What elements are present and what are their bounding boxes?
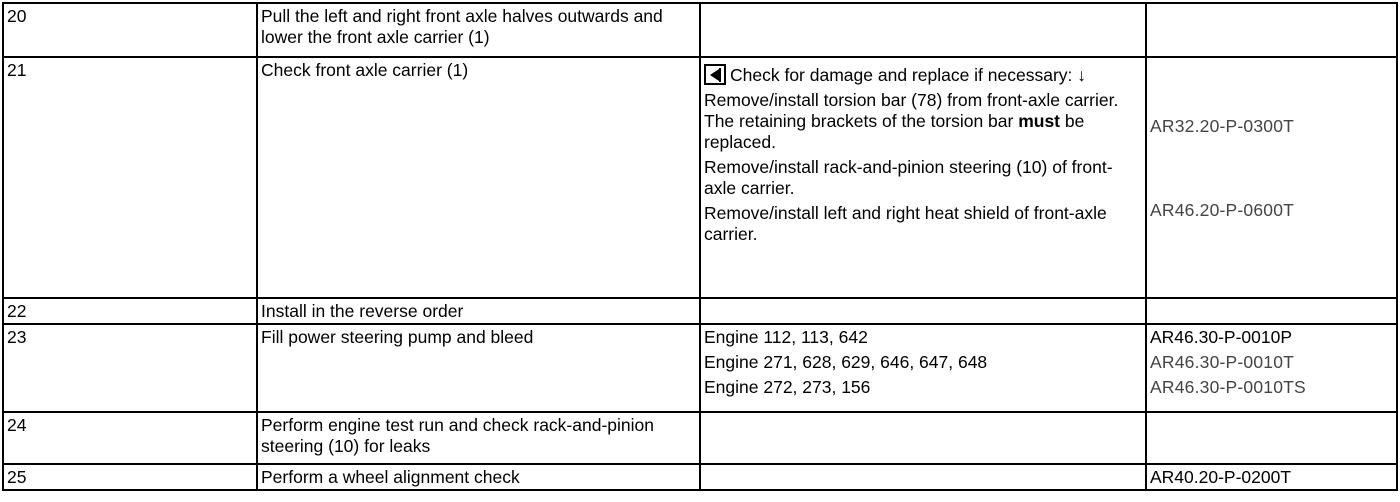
table-row (3, 298, 1397, 324)
reference-link[interactable]: AR46.20-P-0600T (1150, 200, 1295, 220)
step-action: Pull the left and right front axle halves outwards and lower the front axle carrier (1) (257, 3, 700, 57)
step-details (700, 3, 1146, 57)
step-details (700, 57, 1146, 298)
detail-engine-group: Engine 271, 628, 629, 646, 647, 648 (704, 352, 988, 372)
step-reference (1146, 298, 1397, 324)
step-details (700, 412, 1146, 464)
step-number: 24 (3, 412, 257, 464)
step-action: Install in the reverse order (257, 298, 700, 324)
detail-engine-group: Engine 112, 113, 642 (704, 327, 868, 347)
reference-link[interactable]: AR46.30-P-0010T (1150, 352, 1295, 372)
step-number: 20 (3, 3, 257, 57)
detail-heat-shield: Remove/install left and right heat shield of front-axle carrier. (704, 203, 1107, 244)
detail-torsion-bar: Remove/install torsion bar (78) from front-axle carrier. The retaining brackets of the torsion bar must be replaced. (704, 90, 1119, 152)
step-details (700, 324, 1146, 412)
step-action: Check front axle carrier (1) (257, 57, 700, 298)
step-reference (1146, 3, 1397, 57)
check-note (704, 64, 1142, 86)
reference-link[interactable]: AR32.20-P-0300T (1150, 116, 1295, 136)
step-action: Perform a wheel alignment check (257, 464, 700, 490)
step-number: 25 (3, 464, 257, 490)
procedure-table (2, 2, 1398, 491)
step-details (700, 298, 1146, 324)
detail-rack-pinion: Remove/install rack-and-pinion steering (10) of front-axle carrier. (704, 157, 1113, 198)
step-action: Fill power steering pump and bleed (257, 324, 700, 412)
step-reference (1146, 57, 1397, 298)
emphasis-must: must (1018, 111, 1061, 131)
step-details (700, 464, 1146, 490)
reference-link[interactable]: AR40.20-P-0200T (1150, 467, 1292, 487)
step-action: Perform engine test run and check rack-and-pinion steering (10) for leaks (257, 412, 700, 464)
detail-engine-group: Engine 272, 273, 156 (704, 377, 871, 397)
step-number: 23 (3, 324, 257, 412)
note-text: Check for damage and replace if necessary: (730, 65, 1073, 85)
step-reference (1146, 412, 1397, 464)
reference-link[interactable]: AR46.30-P-0010P (1150, 327, 1293, 347)
table-row (3, 412, 1397, 464)
table-row (3, 324, 1397, 412)
step-number: 21 (3, 57, 257, 298)
step-reference (1146, 464, 1397, 490)
step-number: 22 (3, 298, 257, 324)
table-row (3, 3, 1397, 57)
step-reference (1146, 324, 1397, 412)
table-row (3, 464, 1397, 490)
note-down-arrow: ↓ (1077, 65, 1087, 85)
reference-link[interactable]: AR46.30-P-0010TS (1150, 377, 1306, 397)
table-row (3, 57, 1397, 298)
note-arrow-icon (704, 64, 726, 85)
